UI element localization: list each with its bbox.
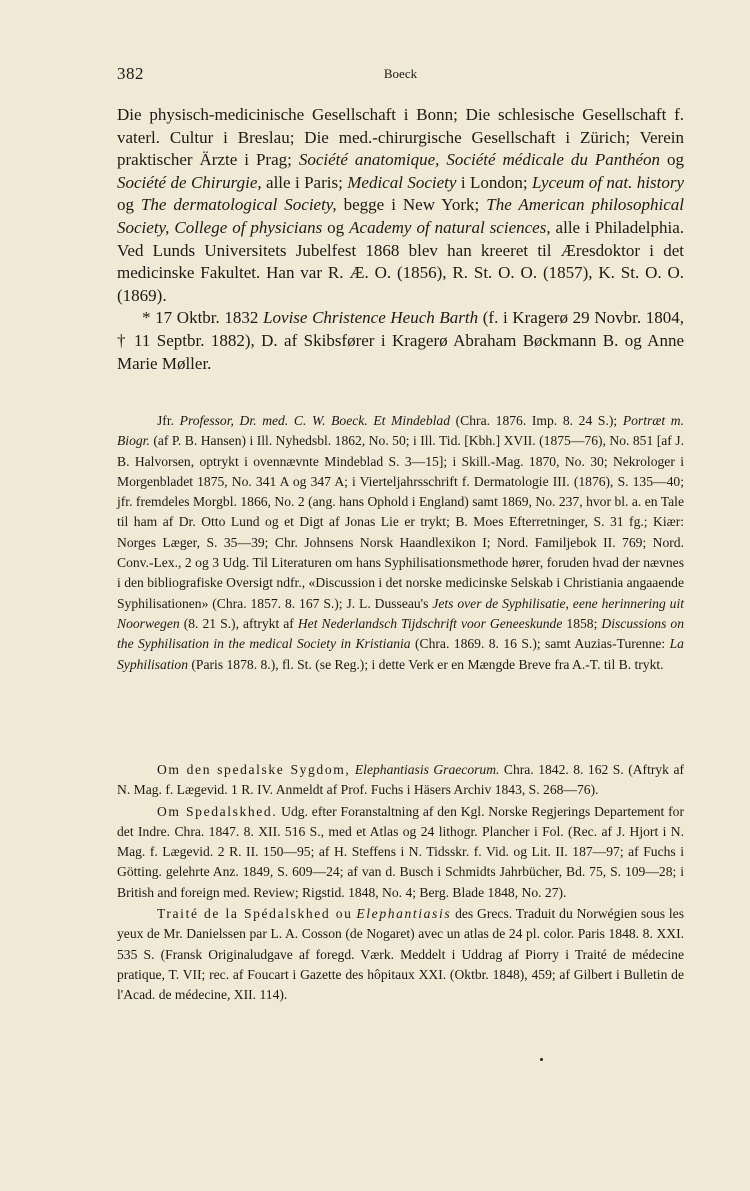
italic-run: Professor, Dr. med. C. W. Boeck. Et Mindeblad: [179, 413, 450, 428]
text-run: alle i Paris;: [261, 172, 348, 192]
text-run: des Grecs. Traduit du Norwégien sous les yeux de Mr. Danielssen par L. A. Cosson (de Nogaret) avec un atlas de 24 pl. color. Paris 1848. 8. XXI. 535 S. (Fransk Originaludgave af foregd. Værk. Meddelt i Uddrag af Piorry i Traité de médecine pratique, T. VII; rec. af Foucart i Gazette des hôpitaux XXI. (Oktbr. 1848), 459; af Gilbert i Bulletin de l'Acad. de médecine, XII. 114).: [117, 906, 684, 1003]
italic-run: The American philosophical Society, College of physicians: [117, 195, 684, 237]
italic-run: Lovise Christence Heuch Barth: [263, 308, 479, 328]
bibliography-entry: [117, 904, 684, 1005]
text-run: alle i Philadelphia. Ved Lunds Universitets Jubelfest 1868 blev han kreeret til Æresdoktor i det medicinske Fakultet. Han var R. Æ. O. (1856), R. St. O. O. (1857), K. St. O. O. (1869).: [117, 217, 685, 305]
bibliography: [117, 760, 684, 1007]
spaced-title: Traité de la Spédalskhed ou: [157, 906, 353, 922]
text-run: Chra. 1842. 8. 162 S. (Aftryk af N. Mag. f. Lægevid. 1 R. IV. Anmeldt af Prof. Fuchs i Häsers Archiv 1843, S. 268—76).: [117, 762, 685, 798]
text-run: (af P. B. Hansen) i Ill. Nyhedsbl. 1862, No. 50; i Ill. Tid. [Kbh.] XVII. (1875—76), No. 851 [af J. B. Halvorsen, optrykt i ovennævnte Mindeblad S. 3—15]; i Skill.-Mag. 1870, No. 30; Nekrologer i Morgenbladet 1875, No. 341 A og 347 A; i Vierteljahrsschrift f. Dermatologie III. (1876), S. 135—40; jfr. fremdeles Morgbl. 1866, No. 2 (ang. hans Ophold i England) samt 1869, No. 237, hvor bl. a. en Tale til ham af Dr. Otto Lund og et Digt af Jonas Lie er trykt; B. Moes Efterretninger, S. 31 fg.; Kiær: Norges Læger, S. 35—39; Chr. Johnsens Norsk Haandlexikon I; Nord. Familjebok II. 769; Nord. Conv.-Lex., 2 og 3 Udg. Til Literaturen om hans Syphilisationsmethode hører, foruden hvad der nævnes i den bibliografiske Oversigt ndfr., «Discussion i det norske medicinske Selskab i Christiania angaaende Syphilisationen» (Chra. 1857. 8. 167 S.); J. L. Dusseau's: [117, 433, 684, 611]
text-run: * 17 Oktbr. 1832: [142, 308, 264, 328]
main-paragraph-2: [117, 307, 684, 375]
bibliography-entry: [117, 760, 684, 801]
italic-run: Société anatomique, Société médicale du Panthéon: [298, 150, 660, 170]
text-run: (Paris 1878. 8.), fl. St. (se Reg.); i dette Verk er en Mængde Breve fra A.-T. til B. trykt.: [188, 656, 664, 672]
page-number: 382: [117, 64, 144, 83]
text-run: (Chra. 1869. 8. 16 S.); samt Auzias-Turenne:: [410, 636, 670, 652]
text-run: Die physisch-medicinische Gesellschaft i Bonn; Die schlesische Gesellschaft f. vaterl. Cultur i Breslau; Die med.-chirurgische Gesellschaft i Zürich; Verein praktischer Ärzte i Prag;: [117, 105, 684, 170]
main-paragraph-1: [117, 104, 684, 307]
printer-dot: [540, 1058, 543, 1061]
text-run: og: [117, 195, 141, 215]
italic-run: Jets over de Syphilisatie, eene herinnering uit Noorwegen: [117, 595, 684, 631]
italic-run: Het Nederlandsch Tijdschrift voor Geneeskunde: [297, 615, 563, 631]
main-text: [117, 104, 684, 375]
text-run: (8. 21 S.), aftrykt af: [179, 615, 298, 631]
italic-run: The dermatological Society,: [140, 195, 337, 215]
text-run: (f. i Kragerø 29 Novbr. 1804, † 11 Septbr. 1882), D. af Skibsfører i Kragerø Abraham Bøckmann B. og Anne Marie Møller.: [117, 308, 684, 373]
text-run: i London;: [456, 172, 533, 192]
italic-run: Discussions on the Syphilisation in the medical Society in Kristiania: [117, 615, 684, 652]
text-run: 1858;: [562, 615, 602, 631]
italic-run: Lyceum of nat. history: [532, 172, 685, 192]
italic-run: Portræt m. Biogr.: [117, 413, 684, 449]
references-paragraph: [117, 411, 684, 675]
italic-run: Academy of natural sciences,: [349, 217, 551, 237]
italic-run: La Syphilisation: [117, 636, 684, 672]
text-run: Udg. efter Foranstaltning af den Kgl. Norske Regjerings Departement for det Indre. Chra. 1847. 8. XII. 516 S., med et Atlas og 24 lithogr. Plancher i Fol. (Rec. af J. Hjort i N. Mag. f. Lægevid. 2 R. II. 150—95; af H. Steffens i N. Tidsskr. f. Vid. og Lit. II. 187—97; af Fuchs i Götting. gelehrte Anz. 1849, S. 609—24; af van d. Busch i Schmidts Jahrbücher, Bd. 75, S. 109—28; i British and foreign med. Review; Rigstid. 1848, No. 4; Berg. Blade 1848, No. 27).: [117, 803, 684, 900]
bibliography-entry: [117, 802, 684, 903]
italic-run: Medical Society: [347, 172, 457, 192]
references-note: [117, 411, 684, 675]
spaced-title: Om den spedalske Sygdom,: [157, 762, 351, 777]
text-run: (Chra. 1876. Imp. 8. 24 S.);: [450, 413, 623, 428]
italic-run: Elephantiasis: [356, 906, 452, 922]
text-run: Jfr.: [157, 413, 180, 428]
text-run: og: [322, 217, 350, 237]
page-header: [117, 64, 684, 88]
italic-run: Société de Chirurgie,: [117, 172, 262, 192]
text-run: og: [660, 150, 684, 170]
text-run: begge i New York;: [336, 195, 487, 215]
running-head: Boeck: [383, 66, 418, 81]
spaced-title: Om Spedalskhed.: [157, 803, 278, 819]
italic-run: Elephantiasis Graecorum.: [354, 762, 500, 777]
